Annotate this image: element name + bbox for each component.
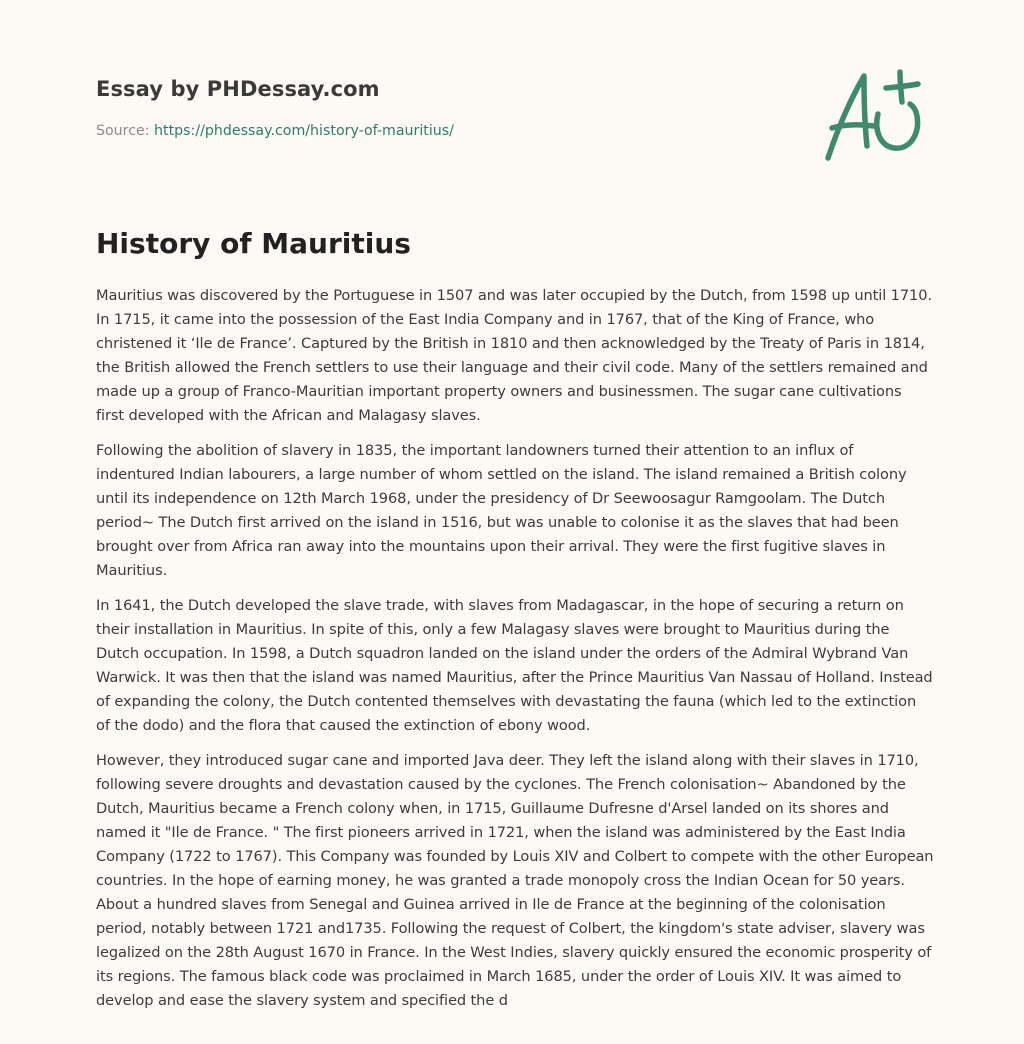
essay-page (96, 0, 934, 1044)
essay-body (96, 284, 934, 1024)
a-plus-logo-icon (820, 66, 924, 162)
source-line (96, 123, 454, 139)
source-link[interactable]: https://phdessay.com/history-of-mauritius/ (154, 123, 454, 139)
essay-title: History of Mauritius (96, 227, 411, 260)
site-title: Essay by PHDessay.com (96, 77, 380, 101)
essay-paragraph: However, they introduced sugar cane and imported Java deer. They left the island along with their slaves in 1710, following severe droughts and devastation caused by the cyclones. The French colonisation~ Abandoned by the Dutch, Mauritius became a French colony when, in 1715, Guillaume Dufresne d'Arsel landed on its shores and named it "Ile de France. " The first pioneers arrived in 1721, when the island was administered by the East India Company (1722 to 1767). This Company was founded by Louis XIV and Colbert to compete with the other European countries. In the hope of earning money, he was granted a trade monopoly cross the Indian Ocean for 50 years. About a hundred slaves from Senegal and Guinea arrived in Ile de France at the beginning of the colonisation period, notably between 1721 and1735. Following the request of Colbert, the kingdom's state adviser, slavery was legalized on the 28th August 1670 in France. In the West Indies, slavery quickly ensured the economic prosperity of its regions. The famous black code was proclaimed in March 1685, under the order of Louis XIV. It was aimed to develop and ease the slavery system and specified the d (96, 752, 934, 1009)
essay-paragraph: Mauritius was discovered by the Portuguese in 1507 and was later occupied by the Dutch, from 1598 up until 1710. In 1715, it came into the possession of the East India Company and in 1767, that of the King of France, who christened it ‘Ile de France’. Captured by the British in 1810 and then acknowledged by the Treaty of Paris in 1814, the British allowed the French settlers to use their language and their civil code. Many of the settlers remained and made up a group of Franco-Mauritian important property owners and businessmen. The sugar cane cultivations first developed with the African and Malagasy slaves. (96, 287, 932, 424)
source-label: Source: (96, 123, 155, 139)
essay-paragraph: In 1641, the Dutch developed the slave trade, with slaves from Madagascar, in the hope of securing a return on their installation in Mauritius. In spite of this, only a few Malagasy slaves were brought to Mauritius during the Dutch occupation. In 1598, a Dutch squadron landed on the island under the orders of the Admiral Wybrand Van Warwick. It was then that the island was named Mauritius, after the Prince Mauritius Van Nassau of Holland. Instead of expanding the colony, the Dutch contented themselves with devastating the fauna (which led to the extinction of the dodo) and the flora that caused the extinction of ebony wood. (96, 597, 933, 734)
essay-paragraph: Following the abolition of slavery in 1835, the important landowners turned their attention to an influx of indentured Indian labourers, a large number of whom settled on the island. The island remained a British colony until its independence on 12th March 1968, under the presidency of Dr Seewoosagur Ramgoolam. The Dutch period~ The Dutch first arrived on the island in 1516, but was unable to colonise it as the slaves that had been brought over from Africa ran away into the mountains upon their arrival. They were the first fugitive slaves in Mauritius. (96, 442, 907, 579)
